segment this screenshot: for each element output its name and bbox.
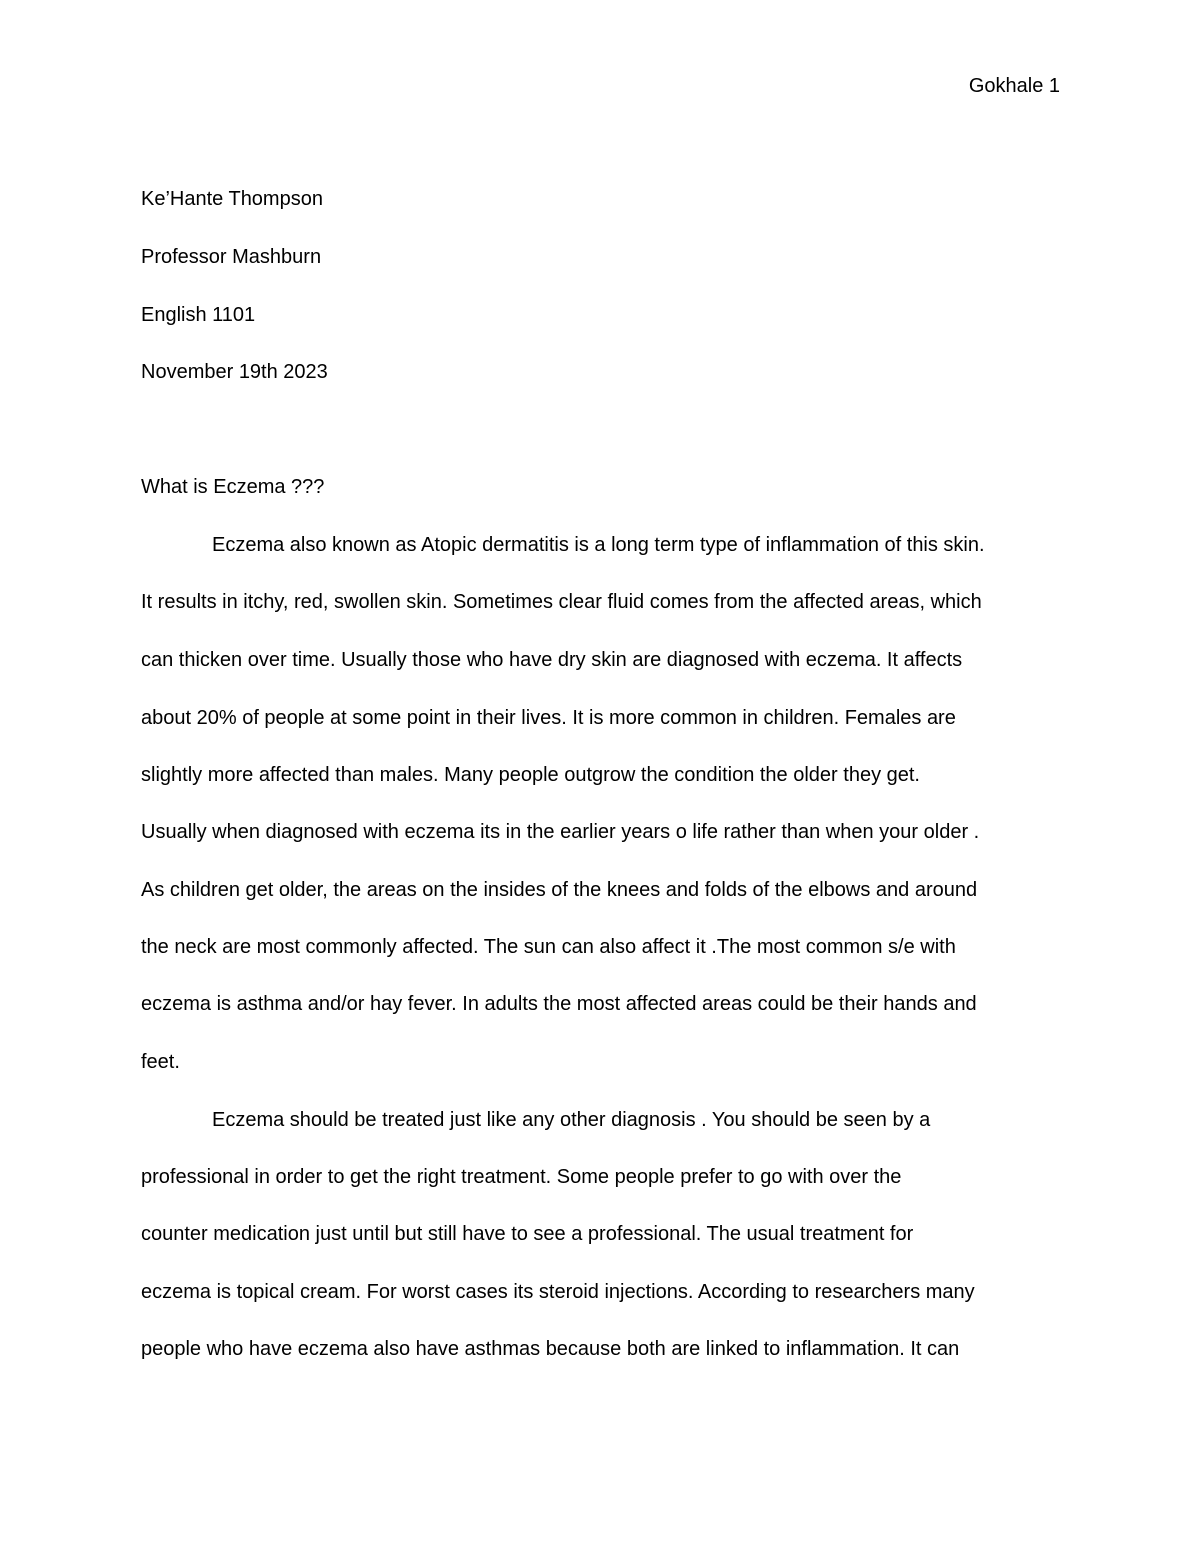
professor-name: Professor Mashburn	[141, 246, 322, 268]
paragraph-line: As children get older, the areas on the insides of the knees and folds of the elbows and around	[141, 879, 978, 901]
paragraph-line: Usually when diagnosed with eczema its in the earlier years o life rather than when your older .	[141, 821, 980, 843]
running-head: Gokhale 1	[968, 75, 1060, 97]
paragraph-line: It results in itchy, red, swollen skin. Sometimes clear fluid comes from the affected areas, which	[141, 591, 982, 613]
paragraph-line: feet.	[141, 1051, 180, 1073]
paragraph-line: about 20% of people at some point in their lives. It is more common in children. Females are	[141, 707, 956, 729]
paragraph-line: people who have eczema also have asthmas because both are linked to inflammation. It can	[141, 1338, 960, 1360]
paragraph-line: eczema is asthma and/or hay fever. In adults the most affected areas could be their hands and	[141, 993, 977, 1015]
essay-title: What is Eczema ???	[141, 476, 325, 498]
paragraph-line: the neck are most commonly affected. The sun can also affect it .The most common s/e with	[141, 936, 956, 958]
paragraph-line: can thicken over time. Usually those who have dry skin are diagnosed with eczema. It affects	[141, 649, 963, 671]
student-name: Ke’Hante Thompson	[141, 188, 323, 210]
course-name: English 1101	[141, 304, 256, 326]
paragraph-line: professional in order to get the right treatment. Some people prefer to go with over the	[141, 1166, 902, 1188]
paragraph-line: slightly more affected than males. Many people outgrow the condition the older they get.	[141, 764, 920, 786]
paragraph-line: eczema is topical cream. For worst cases its steroid injections. According to researchers many	[141, 1281, 975, 1303]
paragraph-line: Eczema also known as Atopic dermatitis is a long term type of inflammation of this skin.	[212, 534, 985, 556]
essay-date: November 19th 2023	[141, 361, 328, 383]
paragraph-line: counter medication just until but still have to see a professional. The usual treatment for	[141, 1223, 914, 1245]
paragraph-line: Eczema should be treated just like any other diagnosis . You should be seen by a	[212, 1109, 931, 1131]
